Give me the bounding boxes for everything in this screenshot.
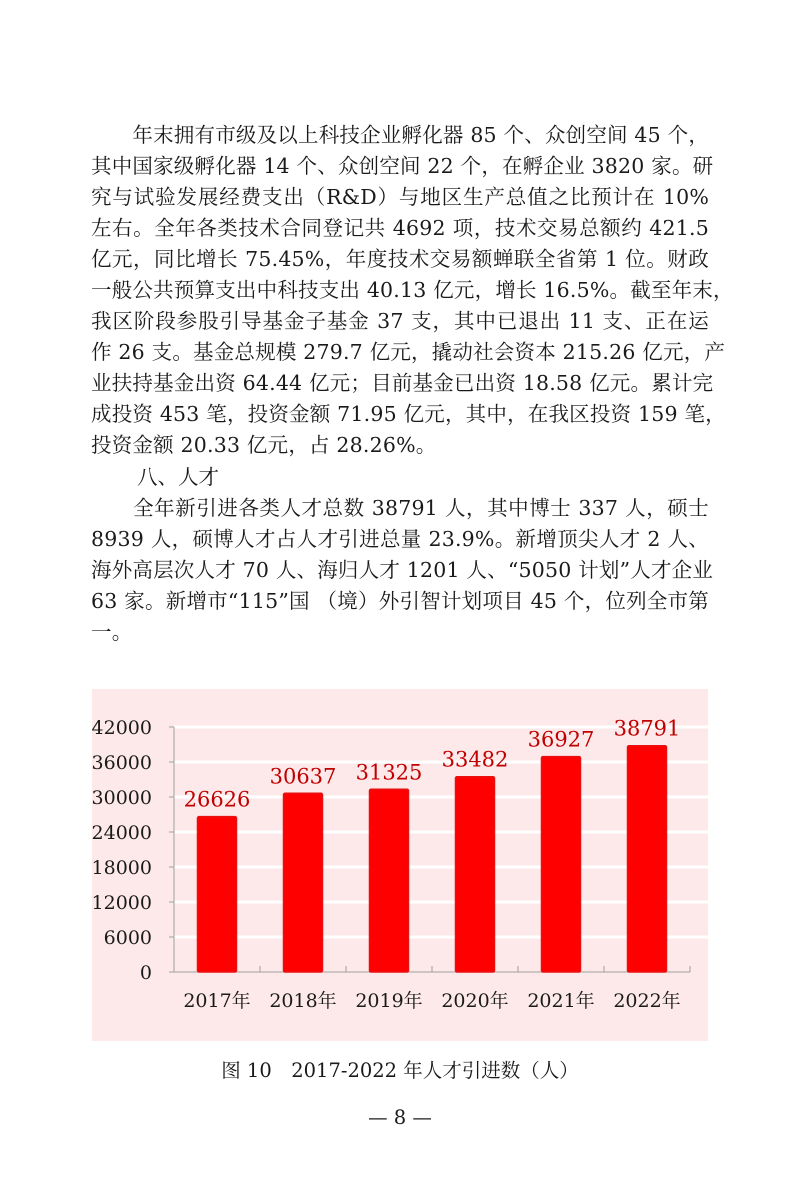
text-line: 63 家。新增市“115”国 （境）外引智计划项目 45 个，位列全市第 — [91, 589, 709, 613]
bar-2021年 — [542, 757, 581, 972]
page-number: — 8 — — [368, 1106, 432, 1129]
bar-2018年 — [284, 793, 323, 972]
text-line: 一。 — [91, 620, 133, 644]
y-tick-label: 36000 — [92, 752, 152, 774]
data-label: 26626 — [183, 787, 251, 812]
text-line: 我区阶段参股引导基金子基金 37 支，其中已退出 11 支、正在运 — [91, 309, 709, 333]
text-line: 业扶持基金出资 64.44 亿元；目前基金已出资 18.58 亿元。累计完 — [91, 371, 714, 395]
talent-bar-chart — [92, 689, 708, 1041]
text-line: 左右。全年各类技术合同登记共 4692 项，技术交易总额约 421.5 — [91, 216, 709, 240]
figure-caption: 图 10 2017-2022 年人才引进数（人） — [221, 1059, 579, 1082]
section-heading-talent: 八、人才 — [137, 465, 219, 489]
x-tick-label: 2021年 — [527, 990, 595, 1012]
x-tick-label: 2020年 — [441, 990, 509, 1012]
y-tick-label: 0 — [139, 962, 152, 984]
text-line: 作 26 支。基金总规模 279.7 亿元，撬动社会资本 215.26 亿元，产 — [91, 340, 726, 364]
y-tick-label: 42000 — [92, 717, 152, 739]
x-tick-label: 2022年 — [613, 990, 681, 1012]
text-line: 海外高层次人才 70 人、海归人才 1201 人、“5050 计划”人才企业 — [91, 558, 714, 582]
bar-2017年 — [198, 817, 237, 972]
y-tick-label: 24000 — [92, 822, 152, 844]
text-line: 8939 人，硕博人才占人才引进总量 23.9%。新增顶尖人才 2 人、 — [91, 527, 709, 551]
data-label: 31325 — [355, 760, 423, 785]
text-line: 究与试验发展经费支出（R&D）与地区生产总值之比预计在 10% — [91, 185, 709, 209]
text-line: 成投资 453 笔，投资金额 71.95 亿元，其中，在我区投资 159 笔， — [91, 402, 726, 426]
paragraph-tech-innovation — [91, 120, 734, 461]
text-line: 一般公共预算支出中科技支出 40.13 亿元，增长 16.5%。截至年末， — [91, 278, 734, 302]
y-tick-label: 12000 — [92, 892, 152, 914]
text-line: 其中国家级孵化器 14 个、众创空间 22 个，在孵企业 3820 家。研 — [91, 154, 714, 178]
x-tick-label: 2018年 — [269, 990, 337, 1012]
text-line: 全年新引进各类人才总数 38791 人，其中博士 337 人，硕士 — [91, 496, 709, 520]
data-label: 38791 — [613, 716, 681, 741]
text-line: 年末拥有市级及以上科技企业孵化器 85 个、众创空间 45 个， — [91, 123, 710, 147]
data-label: 36927 — [527, 727, 595, 752]
x-tick-label: 2019年 — [355, 990, 423, 1012]
y-tick-label: 30000 — [92, 787, 152, 809]
data-label: 33482 — [441, 747, 509, 772]
bar-2022年 — [628, 746, 667, 972]
y-tick-label: 6000 — [103, 927, 152, 949]
bar-2020年 — [456, 777, 495, 972]
bar-2019年 — [370, 789, 409, 972]
x-tick-label: 2017年 — [183, 990, 251, 1012]
data-label: 30637 — [269, 764, 337, 789]
chart-canvas — [92, 689, 708, 1041]
text-line: 投资金额 20.33 亿元，占 28.26%。 — [91, 433, 437, 457]
paragraph-talent — [91, 493, 714, 648]
text-line: 亿元，同比增长 75.45%，年度技术交易额蝉联全省第 1 位。财政 — [91, 247, 709, 271]
y-tick-label: 18000 — [92, 857, 152, 879]
